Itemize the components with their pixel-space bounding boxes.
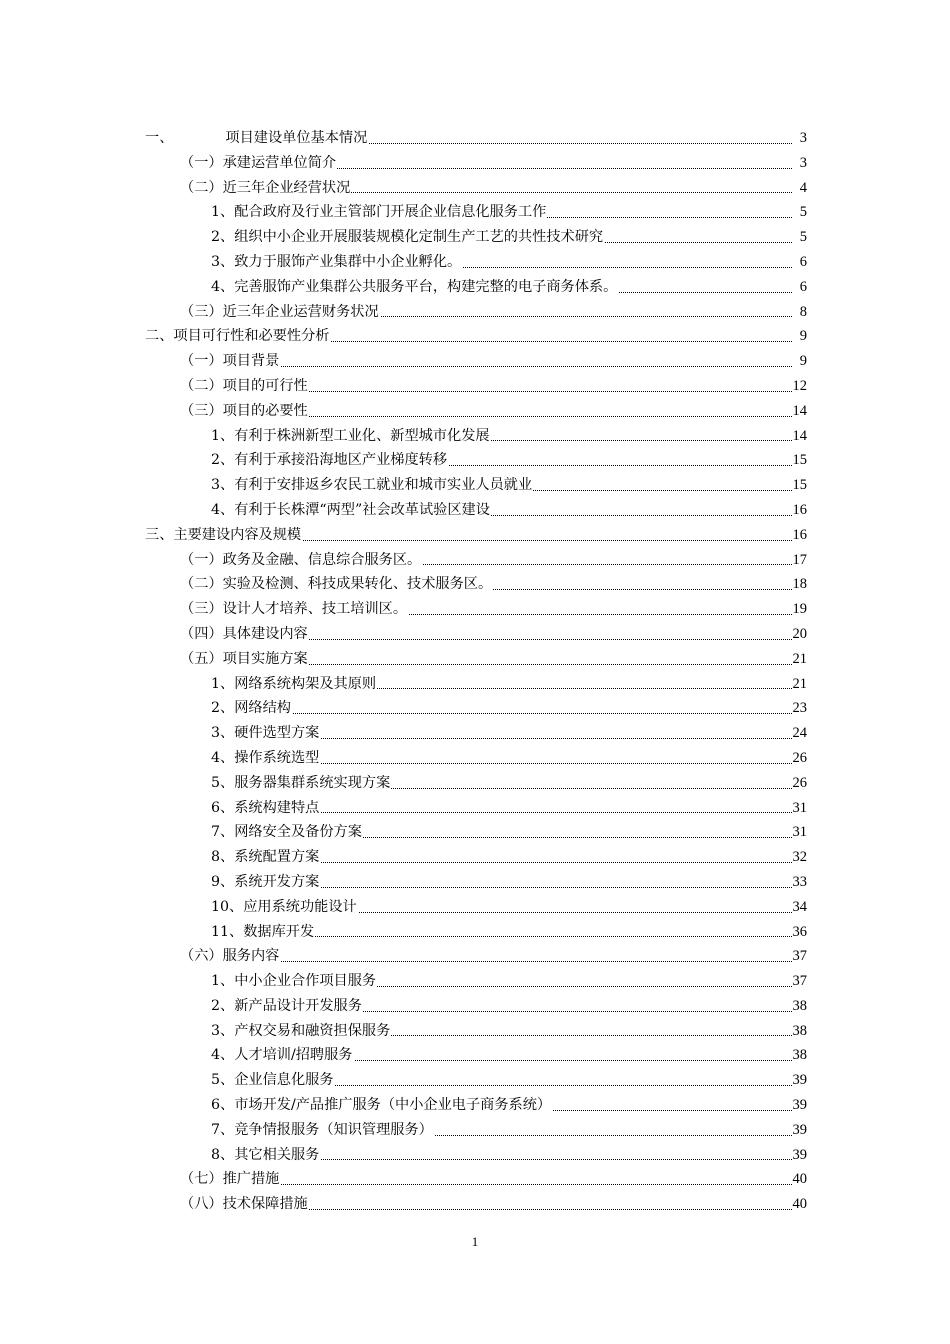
toc-entry-label [211, 1068, 335, 1093]
toc-entry-label [211, 746, 320, 771]
toc-entry-page: 24 [792, 725, 807, 742]
toc-entry-label [211, 920, 315, 945]
toc-entry[interactable] [0, 399, 950, 424]
toc-entry-page: 6 [799, 253, 807, 270]
toc-entry[interactable] [0, 200, 950, 225]
toc-entry-title: 3、产权交易和融资担保服务 [211, 1022, 391, 1039]
toc-entry-title: 3、致力于服饰产业集群中小企业孵化。 [211, 253, 462, 270]
toc-entry[interactable] [0, 622, 950, 647]
toc-entry-label [211, 250, 462, 275]
toc-entry-title: （一）项目背景 [180, 353, 280, 370]
toc-entry-label [211, 969, 377, 994]
toc-entry-label [180, 647, 309, 672]
toc-entry-title: （四）具体建设内容 [180, 625, 308, 642]
toc-entry-page: 31 [792, 824, 807, 841]
toc-entry-title: 1、有利于株洲新型工业化、新型城市化发展 [211, 427, 490, 444]
toc-entry-label [211, 845, 320, 870]
toc-entry[interactable] [0, 374, 950, 399]
toc-entry-page: 16 [792, 526, 807, 543]
toc-entry-label [211, 1118, 434, 1143]
toc-entry-number: 一、 [145, 130, 174, 146]
toc-entry[interactable] [0, 275, 950, 300]
toc-entry-page: 12 [792, 377, 807, 394]
toc-entry-page: 8 [799, 303, 807, 320]
toc-entry[interactable] [0, 424, 950, 449]
toc-entry-page: 39 [792, 1097, 807, 1114]
toc-entry-page: 37 [792, 973, 807, 990]
toc-entry-title: 2、新产品设计开发服务 [211, 997, 362, 1014]
toc-entry[interactable] [0, 448, 950, 473]
toc-entry-title: 9、系统开发方案 [211, 873, 320, 890]
toc-entry-page: 15 [792, 477, 807, 494]
toc-entry-title: （二）近三年企业经营状况 [180, 179, 351, 196]
toc-entry-label [211, 721, 320, 746]
toc-entry[interactable] [0, 300, 950, 325]
toc-entry[interactable] [0, 523, 950, 548]
toc-entry[interactable] [0, 1043, 950, 1068]
toc-entry-page: 17 [792, 551, 807, 568]
toc-entry-title: 5、企业信息化服务 [211, 1072, 334, 1089]
toc-entry-page: 3 [799, 154, 807, 171]
toc-entry-page: 4 [799, 179, 807, 196]
toc-entry-page: 6 [799, 278, 807, 295]
toc-entry[interactable] [0, 250, 950, 275]
toc-entry-page: 23 [792, 700, 807, 717]
toc-entry-title: 3、硬件选型方案 [211, 725, 320, 742]
toc-entry-page: 34 [792, 898, 807, 915]
toc-entry-label [211, 200, 547, 225]
toc-entry[interactable] [0, 349, 950, 374]
toc-entry-label [180, 572, 493, 597]
toc-entry-title: 1、配合政府及行业主管部门开展企业信息化服务工作 [211, 204, 547, 221]
toc-entry[interactable] [0, 151, 950, 176]
toc-entry-label [211, 498, 491, 523]
toc-entry-title: 2、网络结构 [211, 700, 291, 717]
toc-entry-title: （三）设计人才培养、技工培训区。 [180, 601, 408, 618]
toc-entry-label [211, 1143, 320, 1168]
toc-entry-title: （二）实验及检测、科技成果转化、技术服务区。 [180, 576, 493, 593]
toc-entry[interactable] [0, 572, 950, 597]
toc-entry-label [145, 126, 368, 151]
toc-entry-title: 三、主要建设内容及规模 [145, 526, 302, 543]
toc-entry-page: 20 [792, 625, 807, 642]
toc-entry-title: 4、操作系统选型 [211, 749, 320, 766]
toc-entry-title: 项目建设单位基本情况 [225, 130, 368, 146]
toc-entry-title: （五）项目实施方案 [180, 650, 308, 667]
toc-entry[interactable] [0, 498, 950, 523]
toc-entry-label [145, 523, 302, 548]
toc-entry-title: （一）政务及金融、信息综合服务区。 [180, 551, 422, 568]
toc-entry-page: 37 [792, 948, 807, 965]
toc-entry-title: （六）服务内容 [180, 948, 280, 965]
toc-entry-label [145, 324, 330, 349]
toc-entry[interactable] [0, 1068, 950, 1093]
toc-entry-title: 2、组织中小企业开展服装规模化定制生产工艺的共性技术研究 [211, 229, 604, 246]
toc-entry-label [211, 424, 491, 449]
toc-entry-page: 9 [799, 353, 807, 370]
toc-entry[interactable] [0, 1019, 950, 1044]
toc-entry[interactable] [0, 944, 950, 969]
toc-entry-page: 32 [792, 849, 807, 866]
toc-entry-label [180, 944, 280, 969]
toc-entry-title: 6、系统构建特点 [211, 799, 320, 816]
toc-entry-title: 7、网络安全及备份方案 [211, 824, 362, 841]
toc-entry[interactable] [0, 696, 950, 721]
toc-entry-label [211, 1043, 354, 1068]
toc-entry-page: 38 [792, 997, 807, 1014]
toc-entry[interactable] [0, 1167, 950, 1192]
toc-entry-label [180, 176, 351, 201]
toc-entry-page: 18 [792, 576, 807, 593]
toc-entry-label [211, 696, 292, 721]
toc-entry-title: 4、完善服饰产业集群公共服务平台，构建完整的电子商务体系。 [211, 278, 618, 295]
toc-entry-label [211, 870, 320, 895]
toc-entry[interactable] [0, 1143, 950, 1168]
toc-entry-title: （八）技术保障措施 [180, 1196, 308, 1213]
toc-entry-title: 1、中小企业合作项目服务 [211, 973, 377, 990]
toc-entry-page: 5 [799, 204, 807, 221]
toc-entry[interactable] [0, 1093, 950, 1118]
toc-entry-label [211, 1093, 552, 1118]
toc-entry-page: 36 [792, 923, 807, 940]
toc-entry-label [180, 1167, 280, 1192]
toc-entry-page: 39 [792, 1072, 807, 1089]
toc-entry-page: 26 [792, 774, 807, 791]
toc-entry[interactable] [0, 746, 950, 771]
toc-entry[interactable] [0, 225, 950, 250]
toc-entry-title: 4、有利于长株潭“两型”社会改革试验区建设 [211, 501, 490, 518]
toc-entry-page: 38 [792, 1022, 807, 1039]
toc-entry-page: 16 [792, 501, 807, 518]
toc-entry-page: 40 [792, 1196, 807, 1213]
toc-entry-page: 40 [792, 1171, 807, 1188]
dot-leader [211, 696, 792, 721]
toc-entry-title: 2、有利于承接沿海地区产业梯度转移 [211, 452, 448, 469]
toc-entry-page: 14 [792, 402, 807, 419]
toc-entry-page: 9 [799, 328, 807, 345]
toc-entry[interactable] [0, 870, 950, 895]
toc-entry[interactable] [0, 796, 950, 821]
toc-entry[interactable] [0, 126, 950, 151]
toc-entry-title: （三）项目的必要性 [180, 402, 308, 419]
toc-entry[interactable] [0, 895, 950, 920]
toc-entry-page: 19 [792, 601, 807, 618]
toc-entry-title: （七）推广措施 [180, 1171, 280, 1188]
toc-entry[interactable] [0, 473, 950, 498]
toc-entry[interactable] [0, 994, 950, 1019]
toc-entry-label [211, 275, 618, 300]
toc-entry[interactable] [0, 1118, 950, 1143]
toc-entry-label [180, 399, 309, 424]
toc-entry-label [211, 994, 363, 1019]
toc-entry[interactable] [0, 969, 950, 994]
toc-entry[interactable] [0, 647, 950, 672]
toc-entry[interactable] [0, 324, 950, 349]
toc-entry[interactable] [0, 920, 950, 945]
toc-entry-title: 1、网络系统构架及其原则 [211, 675, 377, 692]
page-number-footer: 1 [471, 1234, 479, 1249]
toc-entry-title: （三）近三年企业运营财务状况 [180, 303, 379, 320]
toc-entry-title: 5、服务器集群系统实现方案 [211, 774, 391, 791]
toc-entry-page: 39 [792, 1121, 807, 1138]
toc-entry-page: 21 [792, 650, 807, 667]
toc-entry-page: 33 [792, 873, 807, 890]
toc-entry-page: 3 [799, 130, 807, 146]
toc-entry-label [180, 349, 280, 374]
toc-entry-title: 4、人才培训/招聘服务 [211, 1047, 353, 1064]
toc-entry-label [211, 820, 363, 845]
toc-entry[interactable] [0, 721, 950, 746]
toc-entry-title: 11、数据库开发 [211, 923, 315, 940]
toc-entry-title: 7、竞争情报服务（知识管理服务） [211, 1121, 433, 1138]
toc-entry-label [180, 374, 309, 399]
toc-entry-page: 38 [792, 1047, 807, 1064]
toc-entry[interactable] [0, 548, 950, 573]
toc-entry-page: 26 [792, 749, 807, 766]
toc-entry-label [211, 225, 604, 250]
toc-entry-page: 5 [799, 229, 807, 246]
toc-entry-page: 39 [792, 1146, 807, 1163]
toc-entry-title: 6、市场开发/产品推广服务（中小企业电子商务系统） [211, 1097, 552, 1114]
toc-entry-label [211, 1019, 391, 1044]
toc-entry-label [180, 548, 422, 573]
toc-entry-label [211, 473, 533, 498]
toc-entry-title: 8、其它相关服务 [211, 1146, 320, 1163]
toc-entry-label [180, 151, 337, 176]
toc-entry[interactable] [0, 820, 950, 845]
toc-entry-label [180, 597, 408, 622]
toc-entry[interactable] [0, 176, 950, 201]
toc-entry-title: （二）项目的可行性 [180, 377, 308, 394]
toc-entry-label [211, 771, 391, 796]
toc-entry-title: 二、项目可行性和必要性分析 [145, 328, 330, 345]
toc-entry-title: 8、系统配置方案 [211, 849, 320, 866]
toc-entry-label [211, 448, 448, 473]
toc-entry[interactable] [0, 672, 950, 697]
toc-entry-page: 14 [792, 427, 807, 444]
toc-entry-page: 15 [792, 452, 807, 469]
toc-entry-label [180, 622, 309, 647]
toc-entry[interactable] [0, 1192, 950, 1217]
toc-entry[interactable] [0, 597, 950, 622]
toc-entry-page: 21 [792, 675, 807, 692]
toc-entry[interactable] [0, 845, 950, 870]
toc-entry-title: （一）承建运营单位简介 [180, 154, 337, 171]
toc-entry-title: 3、有利于安排返乡农民工就业和城市实业人员就业 [211, 477, 533, 494]
table-of-contents [0, 126, 950, 1217]
toc-entry-page: 31 [792, 799, 807, 816]
toc-entry-label [211, 895, 358, 920]
toc-entry-label [180, 300, 380, 325]
toc-entry-label [211, 672, 377, 697]
toc-entry-label [211, 796, 320, 821]
toc-entry-label [180, 1192, 309, 1217]
toc-entry-title: 10、应用系统功能设计 [211, 898, 357, 915]
toc-entry[interactable] [0, 771, 950, 796]
